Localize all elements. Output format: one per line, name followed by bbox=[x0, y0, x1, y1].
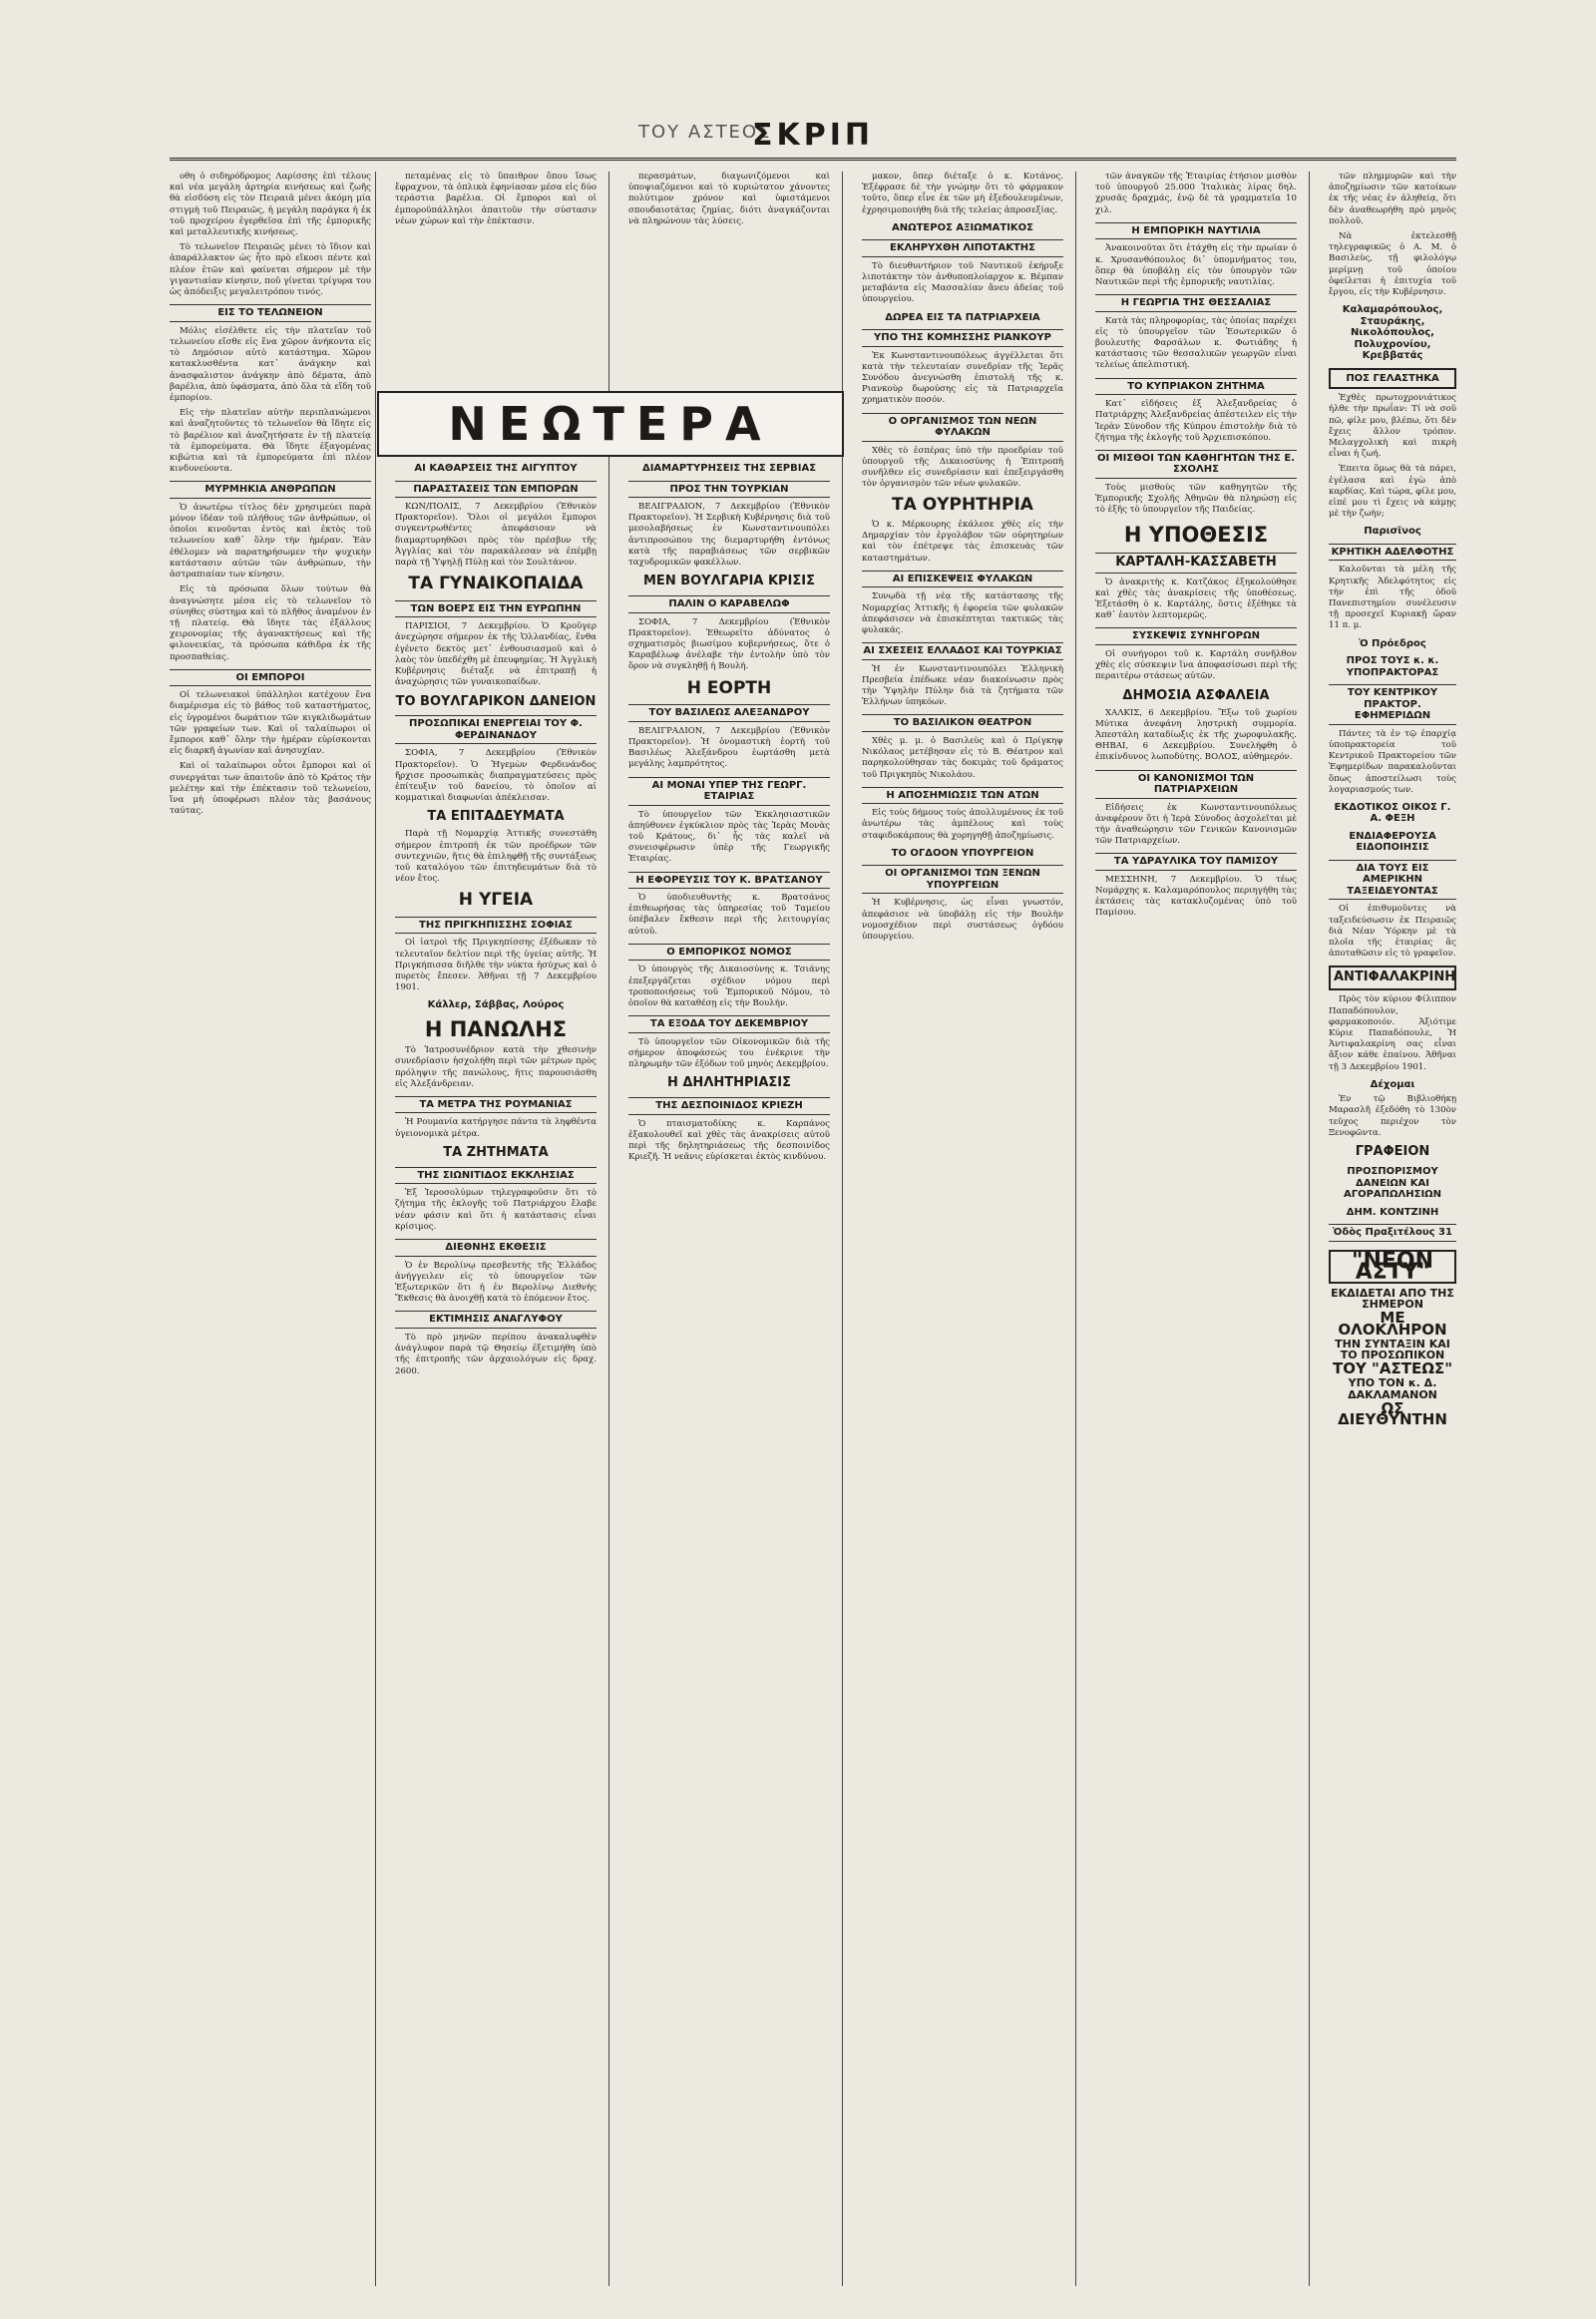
column-divider bbox=[1075, 172, 1076, 2286]
headline: ΤΟ ΒΑΣΙΛΙΚΟΝ ΘΕΑΤΡΟΝ bbox=[862, 714, 1063, 732]
article-text: Ἐχθὲς πρωτοχρονιάτικος ἠλθε τὴν πρωΐαν: Τί νὰ σοῦ πῶ, φίλε μου, βλέπω, ὅτι δὲν ἔχεις ἄλλον τρόπον. Μελαγχολικὴ καὶ πικρὴ εἶναι ἡ ζωή. bbox=[1329, 393, 1456, 460]
column-3 bbox=[628, 172, 830, 2286]
headline: ΟΙ ΜΙΣΘΟΙ ΤΩΝ ΚΑΘΗΓΗΤΩΝ ΤΗΣ Ε. ΣΧΟΛΗΣ bbox=[1095, 450, 1297, 479]
article-text: τῶν ἀναγκῶν τῆς Ἑταιρίας ἐτήσιον μισθὸν τοῦ ὑπουργοῦ 25.000 Ἰταλικὰς λίρας δηλ. χρυσᾶς δραχμάς, ἐνῷ δὲ τὰ γραμματεῖα 10 χιλ. bbox=[1095, 172, 1297, 215]
article-text: Τὸ τελωνεῖον Πειραιῶς μένει τὸ ἴδιον καὶ ἀπαράλλακτον ὡς ἦτο πρὸ εἴκοσι πέντε καὶ πλέον ἐτῶν καὶ φαίνεται σήμερον μὲ τὴν γιγαντιαίαν κίνησιν, ποῦ γίνεται τρίγυρα του ὡς ἀπόδειξις μεγαλειτρόπου τινός. bbox=[170, 242, 371, 298]
subheadline: ΤΗΣ ΔΕΣΠΟΙΝΙΔΟΣ ΚΡΙΕΖΗ bbox=[628, 1097, 830, 1115]
subheadline: ΠΡΟΣΠΟΡΙΣΜΟΥ ΔΑΝΕΙΩΝ ΚΑΙ ΑΓΟΡΑΠΩΛΗΣΙΩΝ bbox=[1343, 1166, 1442, 1201]
headline: ΟΙ ΚΑΝΟΝΙΣΜΟΙ ΤΩΝ ΠΑΤΡΙΑΡΧΕΙΩΝ bbox=[1095, 770, 1297, 799]
banner-spacer bbox=[395, 231, 597, 457]
article-text: Χθὲς μ. μ. ὁ Βασιλεὺς καὶ ὁ Πρίγκηψ Νικόλαος μετέβησαν εἰς τὸ Β. Θέατρον καὶ παρηκολούθησαν τὰς δοκιμὰς τοῦ δράματος τοῦ Πριγκηπὸς Νικολάου. bbox=[862, 735, 1063, 780]
headline: Η ΠΑΝΩΛΗΣ bbox=[424, 1016, 568, 1041]
headline: ΑΙ ΕΠΙΣΚΕΨΕΙΣ ΦΥΛΑΚΩΝ bbox=[862, 571, 1063, 588]
headline: Η ΓΕΩΡΓΙΑ ΤΗΣ ΘΕΣΣΑΛΙΑΣ bbox=[1095, 294, 1297, 312]
subheadline: ΤΗΣ ΣΙΩΝΙΤΙΔΟΣ ΕΚΚΛΗΣΙΑΣ bbox=[395, 1167, 597, 1185]
subheadline: ΟΙ ΟΡΓΑΝΙΣΜΟΙ ΤΩΝ ΞΕΝΩΝ ΥΠΟΥΡΓΕΙΩΝ bbox=[862, 865, 1063, 894]
article-text: Πρὸς τὸν κύριον Φίλιππον Παπαδόπουλον, φαρμακοποιόν. Ἀξιότιμε Κύριε Παπαδόπουλε, Ἡ Ἀντιφαλακρίνη σας εἶναι ἄξιον κάθε ἐπαίνου. Ἀθῆναι τῇ 3 Δεκεμβρίου 1901. bbox=[1329, 994, 1456, 1072]
headline: ΚΡΗΤΙΚΗ ΑΔΕΛΦΟΤΗΣ bbox=[1329, 544, 1456, 562]
headline: Ο ΕΜΠΟΡΙΚΟΣ ΝΟΜΟΣ bbox=[628, 944, 830, 962]
article-text: Καλοῦνται τὰ μέλη τῆς Κρητικῆς Ἀδελφότητος εἰς τὴν ἐπὶ τῆς ὁδοῦ Πανεπιστημίου συνέλευσιν τῇ προσεχεῖ Κυριακῇ ὥραν 11 π. μ. bbox=[1329, 565, 1456, 631]
signature: Δέχομαι bbox=[1370, 1078, 1415, 1090]
article-text: Τὸ διευθυντήριον τοῦ Ναυτικοῦ ἐκήρυξε λιποτάκτην τὸν ἀνθυποπλοίαρχον κ. Βέμπαν μεταβάντα εἰς Μασσαλίαν ἄνευ ἀδείας τοῦ ὑπουργείου. bbox=[862, 260, 1063, 305]
signature: ΕΚΔΟΤΙΚΟΣ ΟΙΚΟΣ Γ. Α. ΦΕΞΗ bbox=[1334, 801, 1451, 825]
address: Ὁδὸς Πραξιτέλους 31 bbox=[1329, 1224, 1456, 1242]
article-text: Εἰς τοὺς δήμους τοὺς ἀπολλυμένους ἐκ τοῦ ἀνωτέρω τὰς ἀμπέλους καὶ τοὺς σταφιδοκάρπους θὰ χορηγηθῇ ἀποζημίωσις. bbox=[862, 808, 1063, 841]
article-text: Παρὰ τῇ Νομαρχίᾳ Ἀττικῆς συνεστάθη σήμερον ἐπιτροπὴ ἐκ τῶν προέδρων τῶν συντεχνιῶν, ἥτις θὰ ἐπιληφθῇ τῆς συντάξεως τοῦ καταλόγου τῶν ἐπιτηδευμάτων διὰ τὸ νέον ἔτος. bbox=[395, 829, 597, 885]
ad-line: ΕΚΔΙΔΕΤΑΙ ΑΠΟ ΤΗΣ ΣΗΜΕΡΟΝ bbox=[1331, 1286, 1454, 1312]
article-text: Ἡ Κυβέρνησις, ὡς εἶναι γνωστόν, ἀπεφάσισε νὰ ὑποβάλῃ εἰς τὴν Βουλὴν νομοσχέδιον περὶ συστάσεως ὀγδόου ὑπουργείου. bbox=[862, 898, 1063, 942]
ad-line: ΜΕ ΟΛΟΚΛΗΡΟΝ bbox=[1338, 1309, 1447, 1339]
headline: Η ΕΜΠΟΡΙΚΗ ΝΑΥΤΙΛΙΑ bbox=[1095, 222, 1297, 240]
ad-line: ΤΗΝ ΣΥΝΤΑΞΙΝ ΚΑΙ ΤΟ ΠΡΟΣΩΠΙΚΟΝ bbox=[1335, 1337, 1450, 1361]
headline: ΣΥΣΚΕΨΙΣ ΣΥΝΗΓΟΡΩΝ bbox=[1095, 627, 1297, 645]
headline: ΑΙ ΚΑΘΑΡΣΕΙΣ ΤΗΣ ΑΙΓΥΠΤΟΥ bbox=[414, 463, 578, 475]
headline: ΓΡΑΦΕΙΟΝ bbox=[1355, 1144, 1430, 1160]
article-text: Καὶ οἱ ταλαίπωροι οὗτοι ἔμποροι καὶ οἱ συνεργάται των ἀπαιτοῦν ἀπὸ τὸ Κράτος τὴν μελέτην καὶ τὴν ἐπέκτασιν τοῦ τελωνείου, ἵνα μὴ ὑποφέρωσι πλέον τὰς βασάνους ταύτας. bbox=[170, 761, 371, 817]
article-text: Τοὺς μισθοὺς τῶν καθηγητῶν τῆς Ἐμπορικῆς Σχολῆς Ἀθηνῶν θὰ πληρώσῃ εἰς τὸ ἑξῆς τὸ ὑπουργεῖον τῆς Παιδείας. bbox=[1095, 482, 1297, 516]
headline: ΤΑ ΥΔΡΑΥΛΙΚΑ ΤΟΥ ΠΑΜΙΣΟΥ bbox=[1095, 853, 1297, 871]
headline: ΟΙ ΕΜΠΟΡΟΙ bbox=[170, 669, 371, 687]
headline: ΤΑ ΖΗΤΗΜΑΤΑ bbox=[443, 1144, 549, 1160]
ad-line: ΤΟΥ "ΑΣΤΕΩΣ" bbox=[1332, 1359, 1453, 1378]
article-text: Ἀνακοινοῦται ὅτι ἐτάχθη εἰς τὴν πρωίαν ὁ κ. Χρυσανθόπουλος δι᾽ ὑπομνήματος του, ὅπερ θὰ ὑποβάλῃ εἰς τὸν ὑπουργὸν τῶν Ναυτικῶν περὶ τῆς ἐμπορικῆς ναυτιλίας. bbox=[1095, 243, 1297, 287]
ad-line: ΩΣ ΔΙΕΥΘΥΝΤΗΝ bbox=[1338, 1398, 1447, 1428]
column-6 bbox=[1329, 172, 1456, 2286]
article-text: Οἱ ἐπιθυμοῦντες νὰ ταξειδεύσωσιν ἐκ Πειραιῶς διὰ Νέαν Ὑόρκην μὲ τὰ πλοῖα τῆς ἑταιρίας ἂς ἀποταθῶσιν εἰς τὸ γραφεῖον. bbox=[1329, 904, 1456, 960]
article-text: ΒΕΛΙΓΡΑΔΙΟΝ, 7 Δεκεμβρίου (Ἐθνικὸν Πρακτορεῖον). Ἡ ὀνομαστικὴ ἑορτὴ τοῦ Βασιλέως Ἀλεξάνδρου ἑωρτάσθη μετὰ μεγάλης λαμπρότητος. bbox=[628, 725, 830, 770]
headline: ΑΝΤΙΦΑΛΑΚΡΙΝΗ bbox=[1329, 966, 1456, 990]
article-text: Ἐξ Ἱεροσολύμων τηλεγραφοῦσιν ὅτι τὸ ζήτημα τῆς ἐκλογῆς τοῦ Πατριάρχου ἔλαβε νέαν φάσιν καὶ ὅτι ἡ κατάστασις εἶναι κρίσιμος. bbox=[395, 1188, 597, 1232]
headline: ΤΑ ΕΞΟΔΑ ΤΟΥ ΔΕΚΕΜΒΡΙΟΥ bbox=[628, 1015, 830, 1033]
headline: ΤΑ ΜΕΤΡΑ ΤΗΣ ΡΟΥΜΑΝΙΑΣ bbox=[395, 1096, 597, 1114]
headline: ΠΡΟΣ ΤΟΥΣ κ. κ. ΥΠΟΠΡΑΚΤΟΡΑΣ bbox=[1346, 655, 1439, 678]
advertisement bbox=[1329, 1250, 1456, 1426]
headline: Η ΑΠΟΣΗΜΙΩΣΙΣ ΤΩΝ ΑΤΩΝ bbox=[862, 787, 1063, 805]
article-text: ΣΟΦΙΑ, 7 Δεκεμβρίου (Ἐθνικὸν Πρακτορεῖον). Ἐθεωρεῖτο ἀδύνατος ὁ σχηματισμὸς βιωσίμου κυβερνήσεως, ὅτε ὁ Καραβέλωφ ἀνέλαβε τὴν ἐντολὴν ὑπὸ τὸν ὅρον νὰ συγκληθῇ ἡ Βουλή. bbox=[628, 616, 830, 672]
article-text: περασμάτων, διαγωνιζόμενοι καὶ ὑποψιαζόμενοι καὶ τὸ κυριώτατον χάνοντες πολύτιμον χρόνον καὶ ὑφιστάμενοι σπουδαιοτάτας ζημίας, διότι ἀναγκάζονται νὰ πληρώνουν τὰς λύσεις. bbox=[628, 172, 830, 226]
headline: ΔΗΜΟΣΙΑ ΑΣΦΑΛΕΙΑ bbox=[1122, 687, 1270, 703]
column-1 bbox=[170, 172, 371, 2286]
article-text: Τὸ ὑπουργεῖον τῶν Ἐκκλησιαστικῶν ἀπηύθυνεν ἐγκύκλιον πρὸς τὰς Ἱερὰς Μονὰς τοῦ Κράτους, δι᾽ ἧς τὰς καλεῖ νὰ συνεισφέρωσιν ὑπὲρ τῆς Γεωργικῆς Ἑταιρίας. bbox=[628, 809, 830, 865]
article-text: Εἰδήσεις ἐκ Κωνσταντινουπόλεως ἀναφέρουν ὅτι ἡ Ἱερὰ Σύνοδος ἀσχολεῖται μὲ τὴν ἀναθεώρησιν τῶν Γενικῶν Κανονισμῶν τῶν Πατριαρχείων. bbox=[1095, 802, 1297, 847]
signature: Κάλλερ, Σάββας, Λούρος bbox=[427, 999, 565, 1011]
article-text: Ἐκ Κωνσταντινουπόλεως ἀγγέλλεται ὅτι κατὰ τὴν τελευταίαν συνεδρίαν τῆς Ἱερᾶς Συνόδου ἀνεγνώσθη ἐπιστολὴ τῆς κ. Ριανκοὺρ δωρούσης εἰς τὰ Πατριαρχεῖα χρηματικὸν ποσόν. bbox=[862, 350, 1063, 406]
column-5 bbox=[1095, 172, 1297, 2286]
article-text: Πάντες τὰ ἐν τῷ ἐπαρχίᾳ ὑποπρακτορεία τοῦ Κεντρικοῦ Πρακτορείου τῶν Ἐφημερίδων παρακαλοῦνται ὅπως ἀποστείλωσι τοὺς λογαριασμούς των. bbox=[1329, 728, 1456, 795]
article-text: Ἐν τῷ Βιβλιοθήκῃ Μαρασλῆ ἐξεδόθη τὸ 130ὸν τεῦχος περιέχον τὸν Ξενοφῶντα. bbox=[1329, 1094, 1456, 1138]
subheadline: ΠΡΟΣ ΤΗΝ ΤΟΥΡΚΙΑΝ bbox=[628, 481, 830, 499]
article-text: Ὁ ὑπουργὸς τῆς Δικαιοσύνης κ. Τσιάνης ἐπεξεργάζεται σχέδιον νόμου περὶ τροποποιήσεως τοῦ Ἐμπορικοῦ Νόμου, τὸ ὁποῖον θὰ καταθέσῃ εἰς τὴν Βουλήν. bbox=[628, 965, 830, 1008]
headline: ΤΑ ΓΥΝΑΙΚΟΠΑΙΔΑ bbox=[408, 574, 584, 594]
article-text: Ὁ ἐν Βερολίνῳ πρεσβευτὴς τῆς Ἑλλάδος ἀνήγγειλεν εἰς τὸ ὑπουργεῖον τῶν Ἐξωτερικῶν ὅτι ἡ ἐν Βερολίνῳ Διεθνὴς Ἔκθεσις θὰ ἀνοιχθῇ κατὰ τὸ ἐπόμενον ἔτος. bbox=[395, 1260, 597, 1305]
article-text: Ἡ Ρουμανία κατήργησε πάντα τὰ ληφθέντα ὑγειονομικὰ μέτρα. bbox=[395, 1117, 597, 1139]
headline: Η ΥΠΟΘΕΣΙΣ bbox=[1123, 522, 1269, 547]
headline: Ο ΟΡΓΑΝΙΣΜΟΣ ΤΩΝ ΝΕΩΝ ΦΥΛΑΚΩΝ bbox=[862, 413, 1063, 442]
article-text: Εἰς τὰ πρόσωπα ὅλων τούτων θὰ ἀναγνώσητε μέσα εἰς τὸ τελωνεῖον τὸ σύνηθες σύστημα καὶ τὸ πλῆθος ἀναμένον ἐν τῇ πλατείᾳ. Θὰ ἴδητε τὰς ἐξάλλους χειρονομίας τῆς ἀγανακτήσεως καὶ τῆς φιλονεικίας, τὰ πρόσωπα κάθιδρα ἐκ τῆς προσπαθείας. bbox=[170, 584, 371, 662]
column-divider bbox=[1309, 172, 1310, 2286]
column-divider bbox=[608, 172, 609, 2286]
headline: ΠΟΣ ΓΕΛΑΣΤΗΚΑ bbox=[1329, 368, 1456, 390]
subheadline: ΠΡΟΣΩΠΙΚΑΙ ΕΝΕΡΓΕΙΑΙ ΤΟΥ Φ. ΦΕΡΔΙΝΑΝΔΟΥ bbox=[395, 715, 597, 744]
article-text: Χθὲς τὸ ἑσπέρας ὑπὸ τὴν προεδρίαν τοῦ ὑπουργοῦ τῆς Δικαιοσύνης ἡ Ἐπιτροπὴ συνῆλθεν εἰς συνεδρίασιν καὶ ἐπεξειργάσθη τὸν ὀργανισμὸν τῶν νέων φυλακῶν. bbox=[862, 445, 1063, 490]
article-text: πεταμένας εἰς τὸ ὕπαιθρον ὅπου ἴσως ἔφραχνον, τὰ ὁπλικὰ ἐφηνίασαν μέσα εἰς δύο τεράστια βαρέλια. Οἱ ἔμποροι καὶ οἱ ἐμποροϋπάλληλοι ἀπαιτοῦν τὴν σύστασιν νέων χώρων καὶ τὴν ἐπέκτασιν. bbox=[395, 172, 597, 226]
page-label: ΤΟΥ ΑΣΤΕΟΣ bbox=[638, 122, 772, 143]
article-text: ΒΕΛΙΓΡΑΔΙΟΝ, 7 Δεκεμβρίου (Ἐθνικὸν Πρακτορεῖον). Ἡ Σερβικὴ Κυβέρνησις διὰ τοῦ μεσολαβήσεως ἐν Κωνσταντινουπόλει ἀντιπροσώπου της διεμαρτυρήθη ἐντόνως κατὰ τῆς παραβιάσεως τῶν σερβικῶν ταχυδρομικῶν φακέλλων. bbox=[628, 502, 830, 569]
article-text: ΠΑΡΙΣΙΟΙ, 7 Δεκεμβρίου. Ὁ Κροῦγερ ἀνεχώρησε σήμερον ἐκ τῆς Ὁλλανδίας, ἔνθα ἐγένετο δεκτὸς μετ᾽ ἐνθουσιασμοῦ καὶ ὁ λαὸς τὸν ὑπεδέχθη μὲ ἐπευφημίας. Ἡ Ἀγγλικὴ Κυβέρνησις διέταξε νὰ ἐπιτραπῇ ἡ ἀναχώρησις τῶν γυναικοπαίδων. bbox=[395, 621, 597, 688]
article-text: οθη ὁ σιδηρόδρομος Λαρίσσης ἐπὶ τέλους καὶ νέα μεγάλη ἀρτηρία κινήσεως καὶ ζωῆς θὰ εἰσδύση εἰς τὸν Πειραιᾶ μένει ἀκόμη μία στιγμὴ τοῦ Πειραιῶς, ἡ μεγάλη παράγκα ἡ ἐκ τοῦ προχείρου ἐγερθεῖσα ἐπὶ τῆς ἐμπορικῆς καὶ μεταλλευτικῆς κινήσεως. bbox=[170, 172, 371, 238]
article-text: ΧΑΛΚΙΣ, 6 Δεκεμβρίου. Ἔξω τοῦ χωρίου Μύτικα ἀνεφάνη ληστρικὴ συμμορία. Ἀπεστάλη καταδίωξις ἐκ τῆς χωροφυλακῆς. ΘΗΒΑΙ, 6 Δεκεμβρίου. Συνελήφθη ὁ ἐπικίνδυνος λωποδύτης. ΒΟΛΟΣ, αὐθημερόν. bbox=[1095, 707, 1297, 763]
article-text: Τὸ Ἰατροσυνέδριον κατὰ τὴν χθεσινὴν συνεδρίασιν ἠσχολήθη περὶ τῶν μέτρων πρὸς πρόληψιν τῆς πανώλους, ἥτις παρουσιάσθη εἰς Ἀλεξάνδρειαν. bbox=[395, 1045, 597, 1089]
article-text: ΣΟΦΙΑ, 7 Δεκεμβρίου (Ἐθνικὸν Πρακτορεῖον). Ὁ Ἡγεμὼν Φερδινάνδος ἤρχισε προσωπικὰς διαπραγματεύσεις πρὸς ἐπίτευξιν τοῦ δανείου, τὸ ὁποῖον αἱ κομματικαὶ διαφωνίαι ἀπέκλεισαν. bbox=[395, 748, 597, 804]
banner-spacer bbox=[628, 231, 830, 457]
column-divider bbox=[375, 172, 376, 2286]
article-text: Οἱ τελωνειακοὶ ὑπάλληλοι κατέχουν ἕνα διαμέρισμα εἰς τὸ βάθος τοῦ καταστήματος, εἰς ὑγρομένοι δωμάτιον τῶν κιγκλιδωμάτων τῶν γραφείων των. Καὶ οἱ ταλαίπωροι οἱ ἔμποροι καθ᾽ ὅλην τὴν ἡμέραν εὑρίσκονται εἰς διαρκῆ ἀγωνίαν καὶ ἀνησυχίαν. bbox=[170, 690, 371, 757]
headline: ΕΙΣ ΤΟ ΤΕΛΩΝΕΙΟΝ bbox=[170, 304, 371, 322]
headline: ΤΟ ΟΓΔΟΟΝ ΥΠΟΥΡΓΕΙΟΝ bbox=[891, 847, 1034, 859]
article-text: Οἱ ἰατροὶ τῆς Πριγκηπίσσης ἐξέδωκαν τὸ τελευταῖον δελτίον περὶ τῆς ὑγείας αὐτῆς. Ἡ Πριγκήπισσα διῆλθε τὴν νύκτα ἡσύχως καὶ ὁ πυρετὸς ἔπεσεν. Ἀθῆναι τῇ 7 Δεκεμβρίου 1901. bbox=[395, 938, 597, 993]
headline: Η ΕΟΡΤΗ bbox=[686, 677, 772, 698]
headline: Η ΕΦΟΡΕΥΣΙΣ ΤΟΥ Κ. ΒΡΑΤΣΑΝΟΥ bbox=[628, 872, 830, 890]
subheadline: ΤΗΣ ΠΡΙΓΚΗΠΙΣΣΗΣ ΣΟΦΙΑΣ bbox=[395, 917, 597, 935]
article-text: Κατὰ τὰς πληροφορίας, τὰς ὁποίας παρέχει εἰς τὸ ὑπουργεῖον τῶν Ἐσωτερικῶν ὁ βουλευτὴς Φαρσάλων κ. Φωτιάδης ἡ κατάστασις τῶν θεσσαλικῶν γεωργῶν εἶναι τελείως ἀπελπιστική. bbox=[1095, 315, 1297, 371]
headline: ΜΥΡΜΗΚΙΑ ΑΝΘΡΩΠΩΝ bbox=[170, 481, 371, 499]
subheadline: ΤΟΥ ΒΑΣΙΛΕΩΣ ΑΛΕΞΑΝΔΡΟΥ bbox=[628, 704, 830, 722]
article-text: Ἡ ἐν Κωνσταντινουπόλει Ἑλληνικὴ Πρεσβεία ἐπέδωκε νέαν διακοίνωσιν πρὸς τὴν Ὑψηλὴν Πύλην διὰ τὰ ζητήματα τῶν Ἑλλήνων ὑπηκόων. bbox=[862, 663, 1063, 708]
article-text: Ὁ πταισματοδίκης κ. Καρπάνος ἐξακολουθεῖ καὶ χθὲς τὰς ἀνακρίσεις αὐτοῦ περὶ τῆς δηλητηριάσεως τῆς δεσποινίδος Κριεζῆ. Ἡ νεᾶνις εὑρίσκεται ἐκτὸς κινδύνου. bbox=[628, 1118, 830, 1163]
subheadline: ΔΗΜ. ΚΟΝΤΖΙΝΗ bbox=[1346, 1206, 1439, 1218]
headline: ΤΑ ΟΥΡΗΤΗΡΙΑ bbox=[892, 495, 1033, 516]
headline: ΤΑ ΕΠΙΤΑΔΕΥΜΑΤΑ bbox=[427, 809, 565, 825]
article-text: Ὁ ἀνακριτὴς κ. Κατζάκος ἐξηκολούθησε καὶ χθὲς τὰς ἀνακρίσεις τῆς ὑποθέσεως. Ἐξετάσθη ὁ κ. Καρτάλης, ὅστις ἐξέθηκε τὰ καθ᾽ ἑαυτὸν λεπτομερῶς. bbox=[1095, 577, 1297, 621]
article-text: Ἐπειτα ὅμως θὰ τὰ πάρει, ἐγέλασα καὶ ἐγὼ ἀπὸ καρδίας. Καὶ τώρα, φίλε μου, εἰπέ μου τὶ ἔχεις νὰ κάμῃς μὲ τὴν ζωὴν; bbox=[1329, 464, 1456, 520]
headline: ΜΕΝ ΒΟΥΛΓΑΡΙΑ ΚΡΙΣΙΣ bbox=[643, 574, 815, 589]
article-text: μακον, ὅπερ διέταξε ὁ κ. Κοτάνος. Ἐξέφρασε δὲ τὴν γνώμην ὅτι τὸ φάρμακον τοῦτο, ὅπερ εἶνε ἐκ τῶν μὴ ἐξεδουλευμένων, ἐχρησιμοποιήθη διὰ τῆς τελείας ἀπροσεξίας. bbox=[862, 172, 1063, 215]
signature: Παρισῖνος bbox=[1364, 526, 1421, 538]
article-text: ΚΩΝ/ΠΟΛΙΣ, 7 Δεκεμβρίου (Ἐθνικὸν Πρακτορεῖον). Ὅλοι οἱ μεγάλοι ἔμποροι συγκεντρωθέντες ἀπεφάσισαν νὰ διαμαρτυρηθῶσι πρὸς τὸν πρέσβυν τῆς Ἀγγλίας καὶ τὸν παρακάλεσαν νὰ ἐπέμβῃ παρὰ τῇ Ὑψηλῇ Πύλῃ καὶ τὸν Σουλτάνον. bbox=[395, 502, 597, 569]
headline: ΑΙ ΜΟΝΑΙ ΥΠΕΡ ΤΗΣ ΓΕΩΡΓ. ΕΤΑΙΡΙΑΣ bbox=[628, 777, 830, 806]
subheadline: ΠΑΛΙΝ Ο ΚΑΡΑΒΕΛΩΦ bbox=[628, 595, 830, 613]
article-text: Νὰ ἐκτελεσθῇ τηλεγραφικῶς ὁ Α. Μ. ὁ Βασιλεὺς, τῇ φιλολόγῳ μερίμνῃ τοῦ ὁποίου ὀφείλεται ἡ ἐπιτυχία τοῦ ἔργου, εἰς τὴν Κυβέρνησιν. bbox=[1329, 231, 1456, 298]
headline: ΤΟ ΒΟΥΛΓΑΡΙΚΟΝ ΔΑΝΕΙΟΝ bbox=[395, 693, 597, 709]
subheadline: ΥΠΟ ΤΗΣ ΚΟΜΗΣΣΗΣ ΡΙΑΝΚΟΥΡ bbox=[862, 329, 1063, 347]
ad-line: ΥΠΟ ΤΟΝ κ. Δ. ΔΑΚΛΑΜΑΝΟΝ bbox=[1348, 1376, 1437, 1401]
masthead bbox=[170, 118, 1456, 161]
headline: ΕΝΔΙΑΦΕΡΟΥΣΑ ΕΙΔΟΠΟΙΗΣΙΣ bbox=[1349, 830, 1436, 854]
subheadline: ΤΟΥ ΚΕΝΤΡΙΚΟΥ ΠΡΑΚΤΟΡ. ΕΦΗΜΕΡΙΔΩΝ bbox=[1329, 684, 1456, 725]
article-text: Ὁ ὑποδιευθυντὴς κ. Βρατσάνος ἐπιθεωρήσας τὰς ὑπηρεσίας τοῦ Ταμείου ὑπέβαλεν ἔκθεσιν περὶ τῆς λειτουργίας αὐτοῦ. bbox=[628, 893, 830, 937]
headline: ΔΙΕΘΝΗΣ ΕΚΘΕΣΙΣ bbox=[395, 1239, 597, 1257]
newspaper-title: ΣΚΡΙΠ bbox=[752, 118, 874, 153]
article-text: Οἱ συνήγοροι τοῦ κ. Καρτάλη συνῆλθον χθὲς εἰς σύσκεψιν ἵνα ἀποφασίσωσι περὶ τῆς περαιτέρω στάσεως αὐτῶν. bbox=[1095, 648, 1297, 682]
headline: ΑΙ ΣΧΕΣΕΙΣ ΕΛΛΑΔΟΣ ΚΑΙ ΤΟΥΡΚΙΑΣ bbox=[862, 642, 1063, 660]
column-4 bbox=[862, 172, 1063, 2286]
headline: ΑΝΩΤΕΡΟΣ ΑΞΙΩΜΑΤΙΚΟΣ bbox=[892, 221, 1033, 233]
subheadline: ΤΩΝ ΒΟΕΡΣ ΕΙΣ ΤΗΝ ΕΥΡΩΠΗΝ bbox=[395, 600, 597, 618]
article-text: Τὸ πρὸ μηνῶν περίπου ἀνακαλυφθὲν ἀνάγλυφον παρὰ τῷ Θησείῳ ἐξετιμήθη ὑπὸ τῆς ἐπιτροπῆς τῶν ἀρχαιολόγων εἰς δραχ. 2600. bbox=[395, 1332, 597, 1376]
article-text: Ὁ κ. Μέρκουρης ἐκάλεσε χθὲς εἰς τὴν Δημαρχίαν τὸν ἐργολάβον τῶν οὐρητηρίων καὶ τὸν ἐπέτρεψε τὰς ἐπισκευὰς τῶν καταστημάτων. bbox=[862, 520, 1063, 564]
column-2 bbox=[395, 172, 597, 2286]
ad-title: "ΝΕΟΝ ΑΣΤΥ" bbox=[1329, 1250, 1456, 1284]
signature: Καλαμαρόπουλος, Σταυράκης, Νικολόπουλος, Πολυχρονίου, Κρεββατάς bbox=[1342, 304, 1443, 362]
article-text: Ὁ ἀνωτέρω τίτλος δὲν χρησιμεύει παρὰ μόνον ἰδέαν τοῦ πλήθους τῶν ἀνθρώπων, οἱ ὁποῖοι κινοῦνται ἐντὸς καὶ ἐκτὸς τοῦ τελωνείου καθ᾽ ὅλην τὴν ἡμέραν. Ἐὰν ἐθέλομεν νὰ παρατηρήσωμεν τὴν ψυχικὴν κατάστασιν αὐτῶν τῶν ἀνθρώπων, τὴν ἀστραπιαίαν των κίνησιν. bbox=[170, 502, 371, 580]
subheadline: ΕΚΛΗΡΥΧΘΗ ΛΙΠΟΤΑΚΤΗΣ bbox=[862, 239, 1063, 257]
article-text: Συνῳδὰ τῇ νέᾳ τῆς κατάστασης τῆς Νομαρχίας Ἀττικῆς ἡ ἐφορεία τῶν φυλακῶν ἀπεφάσισεν νὰ ἐπισκέπτηται τακτικῶς τὰς φυλακάς. bbox=[862, 591, 1063, 635]
headline: ΕΚΤΙΜΗΣΙΣ ΑΝΑΓΛΥΦΟΥ bbox=[395, 1311, 597, 1329]
headline: ΤΟ ΚΥΠΡΙΑΚΟΝ ΖΗΤΗΜΑ bbox=[1095, 378, 1297, 396]
section-banner: ΝΕΩΤΕΡΑ bbox=[377, 391, 844, 457]
signature: Ὁ Πρόεδρος bbox=[1359, 637, 1426, 649]
article-text: Εἰς τὴν πλατεῖαν αὐτὴν περιπλανώμενοι καὶ ἀναζητοῦντες τὸ τελωνεῖον θὰ ἴδητε εἰς τὸ βαρέλιον καὶ ἀναζητήσατε ἐν τῇ πλατείᾳ τὰ ἐμπορεύματα. Θὰ ἴδητε ἐξαγομένας κιβώτια καὶ τὰ ἐμπορεύματα ἐπὶ πλέον κινδυνεύοντα. bbox=[170, 408, 371, 475]
headline: Η ΥΓΕΙΑ bbox=[458, 890, 534, 911]
article-text: τῶν πλημμυρῶν καὶ τὴν ἀποζημίωσιν τῶν κατοίκων ἐκ τῆς νέας ἐν ἀληθείᾳ, ὅτι δὲν ἀναθεωρήθη πρὸ μηνὸς πολλοῦ. bbox=[1329, 172, 1456, 226]
subheadline: ΚΑΡΤΑΛΗ-ΚΑΣΣΑΒΕΤΗ bbox=[1095, 553, 1297, 574]
headline: Η ΔΗΛΗΤΗΡΙΑΣΙΣ bbox=[666, 1075, 792, 1091]
headline: ΔΩΡΕΑ ΕΙΣ ΤΑ ΠΑΤΡΙΑΡΧΕΙΑ bbox=[885, 311, 1040, 323]
article-text: Τὸ ὑπουργεῖον τῶν Οἰκονομικῶν διὰ τῆς σήμερον ἀποφάσεώς του ἐνέκρινε τὴν πληρωμὴν τῶν ἐξόδων τοῦ μηνὸς Δεκεμβρίου. bbox=[628, 1036, 830, 1070]
headline: ΔΙΑΜΑΡΤΥΡΗΣΕΙΣ ΤΗΣ ΣΕΡΒΙΑΣ bbox=[641, 463, 817, 475]
column-divider bbox=[842, 172, 843, 2286]
subheadline: ΠΑΡΑΣΤΑΣΕΙΣ ΤΩΝ ΕΜΠΟΡΩΝ bbox=[395, 481, 597, 499]
article-text: ΜΕΣΣΗΝΗ, 7 Δεκεμβρίου. Ὁ τέως Νομάρχης κ. Καλαμαρόπουλος περιηγήθη τὰς ἐκτάσεις τὰς κατακλυζομένας ὑπὸ τοῦ Παμίσου. bbox=[1095, 874, 1297, 919]
article-text: Κατ᾽ εἰδήσεις ἐξ Ἀλεξανδρείας ὁ Πατριάρχης Ἀλεξανδρείας ἀπέστειλεν εἰς τὴν Ἱερὰν Σύνοδον τῆς Κύπρου ἐπιστολὴν διὰ τὸ ζήτημα τῆς ἐκλογῆς τοῦ Ἀρχιεπισκόπου. bbox=[1095, 399, 1297, 443]
article-text: Μόλις εἰσέλθετε εἰς τὴν πλατεῖαν τοῦ τελωνείου εἴσθε εἰς ἕνα χῶρον ἀνήκοντα εἰς τὸ Δημόσιον αὐτὸ κατάστημα. Χῶρον κατακλυσθέντα κατ᾽ ἀνάγκην καὶ ἀνασφαλιστον ἀνάγκην ἀπὸ δέματα, ἀπὸ βαρέλια, ἀπὸ ὑφάσματα, ἀπὸ ὅλα τὰ εἴδη τοῦ ἐμπορίου. bbox=[170, 325, 371, 403]
subheadline: ΔΙΑ ΤΟΥΣ ΕΙΣ ΑΜΕΡΙΚΗΝ ΤΑΞΕΙΔΕΥΟΝΤΑΣ bbox=[1329, 860, 1456, 901]
